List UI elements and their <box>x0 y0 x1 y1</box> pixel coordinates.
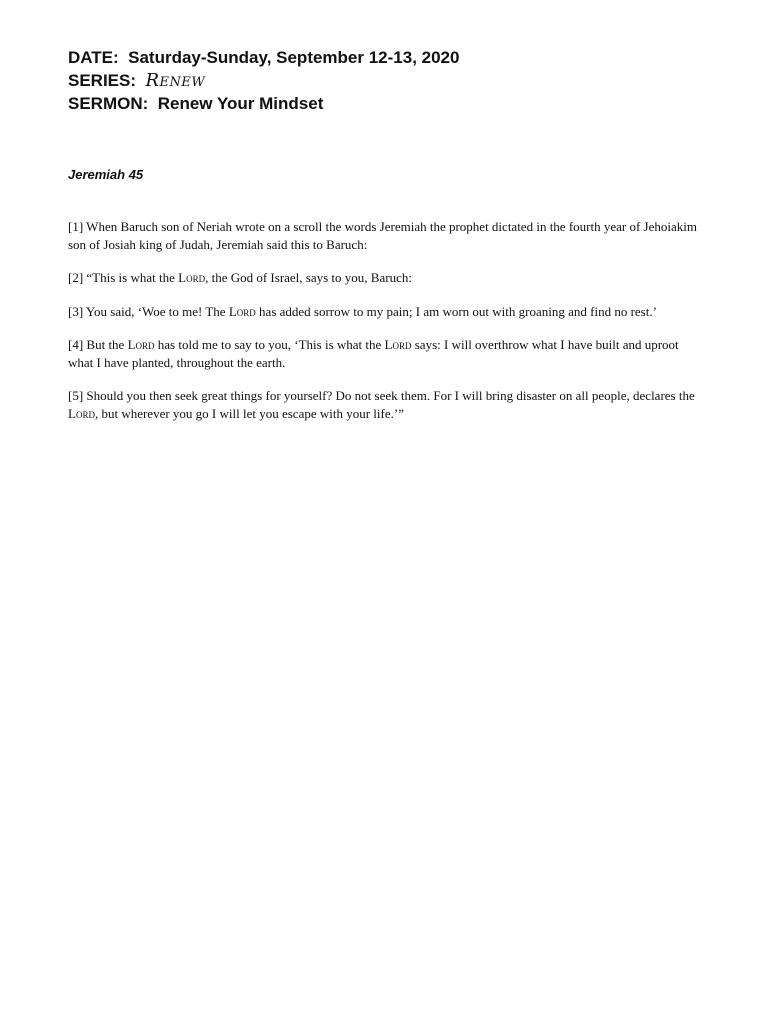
date-line <box>68 46 459 69</box>
divine-name: Lord <box>68 405 95 421</box>
verse-1 <box>68 218 698 253</box>
passage-reference: Jeremiah 45 <box>68 167 144 182</box>
verse-3-text-b: has added sorrow to my pain; I am worn out with groaning and find no rest.’ <box>255 303 657 319</box>
divine-name: Lord <box>127 337 155 352</box>
verse-3 <box>68 303 698 321</box>
scripture-passage <box>68 218 698 438</box>
divine-name: Lord <box>384 337 412 352</box>
verse-1-text: [1] When Baruch son of Neriah wrote on a scroll the words Jeremiah the prophet dictated in the fourth year of Jehoiakim son of Josiah king of Judah, Jeremiah said this to Baruch: <box>68 219 697 252</box>
verse-5-text-b: , but wherever you go I will let you escape with your life.’” <box>94 405 404 421</box>
series-name: Renew <box>145 70 206 91</box>
sermon-label: SERMON: <box>68 94 149 113</box>
divine-name: Lord <box>178 270 206 285</box>
date-label: DATE: <box>68 48 119 67</box>
series-label: SERIES: <box>68 71 137 90</box>
series-line <box>68 69 459 92</box>
sermon-title: Renew Your Mindset <box>157 94 324 113</box>
verse-4-text-b: has told me to say to you, ‘This is what the <box>154 337 385 352</box>
verse-5-text-a: [5] Should you then seek great things for yourself? Do not seek them. For I will bring disaster on all people, declares the <box>68 388 695 403</box>
verse-2-text-a: [2] “This is what the <box>68 270 179 285</box>
sermon-line <box>68 92 459 115</box>
verse-3-text-a: [3] You said, ‘Woe to me! The <box>68 303 229 319</box>
verse-4-text-c: says: I will overthrow what I have built and uproot what I have planted, throughout the earth. <box>68 337 679 370</box>
verse-5 <box>68 387 698 422</box>
verse-4 <box>68 336 698 371</box>
sermon-header <box>68 46 459 115</box>
verse-2-text-b: , the God of Israel, says to you, Baruch: <box>205 270 412 285</box>
divine-name: Lord <box>228 303 256 319</box>
date-value: Saturday-Sunday, September 12-13, 2020 <box>128 48 460 67</box>
verse-2 <box>68 269 698 287</box>
verse-4-text-a: [4] But the <box>68 337 128 352</box>
